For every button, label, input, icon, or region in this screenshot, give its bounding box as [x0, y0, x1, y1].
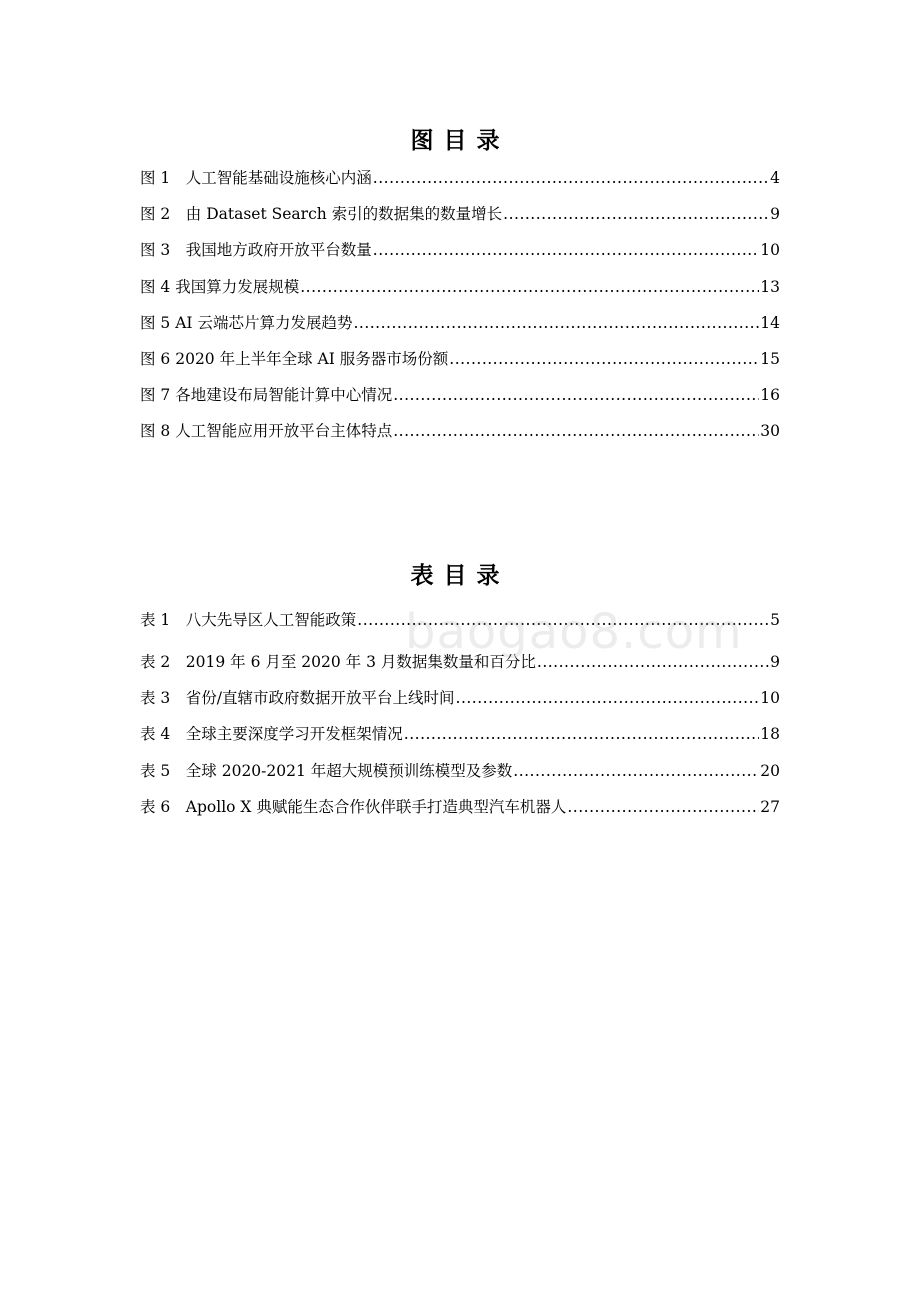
- leader-dots: [449, 344, 759, 374]
- toc-entry[interactable]: [140, 272, 780, 308]
- page-number: 27: [760, 797, 780, 816]
- entry-label: 表 1 八大先导区人工智能政策: [140, 611, 357, 629]
- leader-dots: [353, 308, 759, 338]
- page-number: 4: [770, 169, 780, 187]
- entry-label: 图 2 由 Dataset Search 索引的数据集的数量增长: [140, 205, 503, 224]
- page-number: 16: [760, 386, 780, 405]
- page-number: 10: [760, 241, 780, 260]
- page-number: 5: [770, 611, 780, 629]
- toc-entry[interactable]: [140, 756, 780, 792]
- entry-label: 图 3 我国地方政府开放平台数量: [140, 241, 372, 260]
- entry-label: 表 4 全球主要深度学习开发框架情况: [140, 725, 403, 744]
- table-list-heading: 表目录: [410, 563, 510, 589]
- entry-label: 图 6 2020 年上半年全球 AI 服务器市场份额: [140, 349, 449, 368]
- figure-list-heading: 图目录: [410, 128, 510, 154]
- toc-entry[interactable]: [140, 605, 780, 647]
- page-number: 14: [760, 313, 780, 332]
- toc-entry[interactable]: [140, 163, 780, 199]
- entry-label: 表 2 2019 年 6 月至 2020 年 3 月数据集数量和百分比: [140, 653, 536, 671]
- table-list: [140, 605, 780, 828]
- leader-dots: [373, 163, 769, 193]
- toc-entry[interactable]: [140, 647, 780, 683]
- page-number: 18: [760, 725, 780, 744]
- page-number: 13: [760, 277, 780, 296]
- figure-list: [140, 163, 780, 453]
- toc-entry[interactable]: [140, 235, 780, 271]
- page-number: 30: [760, 422, 780, 441]
- page-number: 9: [770, 205, 780, 224]
- toc-entry[interactable]: [140, 344, 780, 380]
- leader-dots: [393, 416, 759, 446]
- page-number: 20: [760, 761, 780, 780]
- toc-entry[interactable]: [140, 416, 780, 452]
- toc-entry[interactable]: [140, 199, 780, 235]
- entry-label: 表 3 省份/直辖市政府数据开放平台上线时间: [140, 689, 455, 708]
- toc-entry[interactable]: [140, 380, 780, 416]
- toc-entry[interactable]: [140, 683, 780, 719]
- entry-label: 图 8 人工智能应用开放平台主体特点: [140, 422, 393, 441]
- leader-dots: [513, 756, 759, 786]
- page-number: 15: [760, 349, 780, 368]
- leader-dots: [357, 605, 769, 635]
- entry-label: 图 5 AI 云端芯片算力发展趋势: [140, 313, 353, 332]
- entry-label: 图 4 我国算力发展规模: [140, 277, 300, 296]
- leader-dots: [537, 647, 769, 677]
- entry-label: 表 6 Apollo X 典赋能生态合作伙伴联手打造典型汽车机器人: [140, 797, 567, 816]
- toc-entry[interactable]: [140, 719, 780, 755]
- leader-dots: [373, 235, 759, 265]
- page-number: 10: [760, 689, 780, 708]
- page-number: 9: [770, 653, 780, 671]
- leader-dots: [404, 719, 759, 749]
- leader-dots: [456, 683, 760, 713]
- toc-entry[interactable]: [140, 308, 780, 344]
- leader-dots: [503, 199, 769, 229]
- entry-label: 图 7 各地建设布局智能计算中心情况: [140, 386, 393, 405]
- watermark: baogao8.com: [405, 604, 743, 660]
- leader-dots: [393, 380, 759, 410]
- entry-label: 图 1 人工智能基础设施核心内涵: [140, 169, 372, 187]
- leader-dots: [300, 272, 759, 302]
- entry-label: 表 5 全球 2020-2021 年超大规模预训练模型及参数: [140, 761, 513, 780]
- toc-entry[interactable]: [140, 792, 780, 828]
- leader-dots: [567, 792, 759, 822]
